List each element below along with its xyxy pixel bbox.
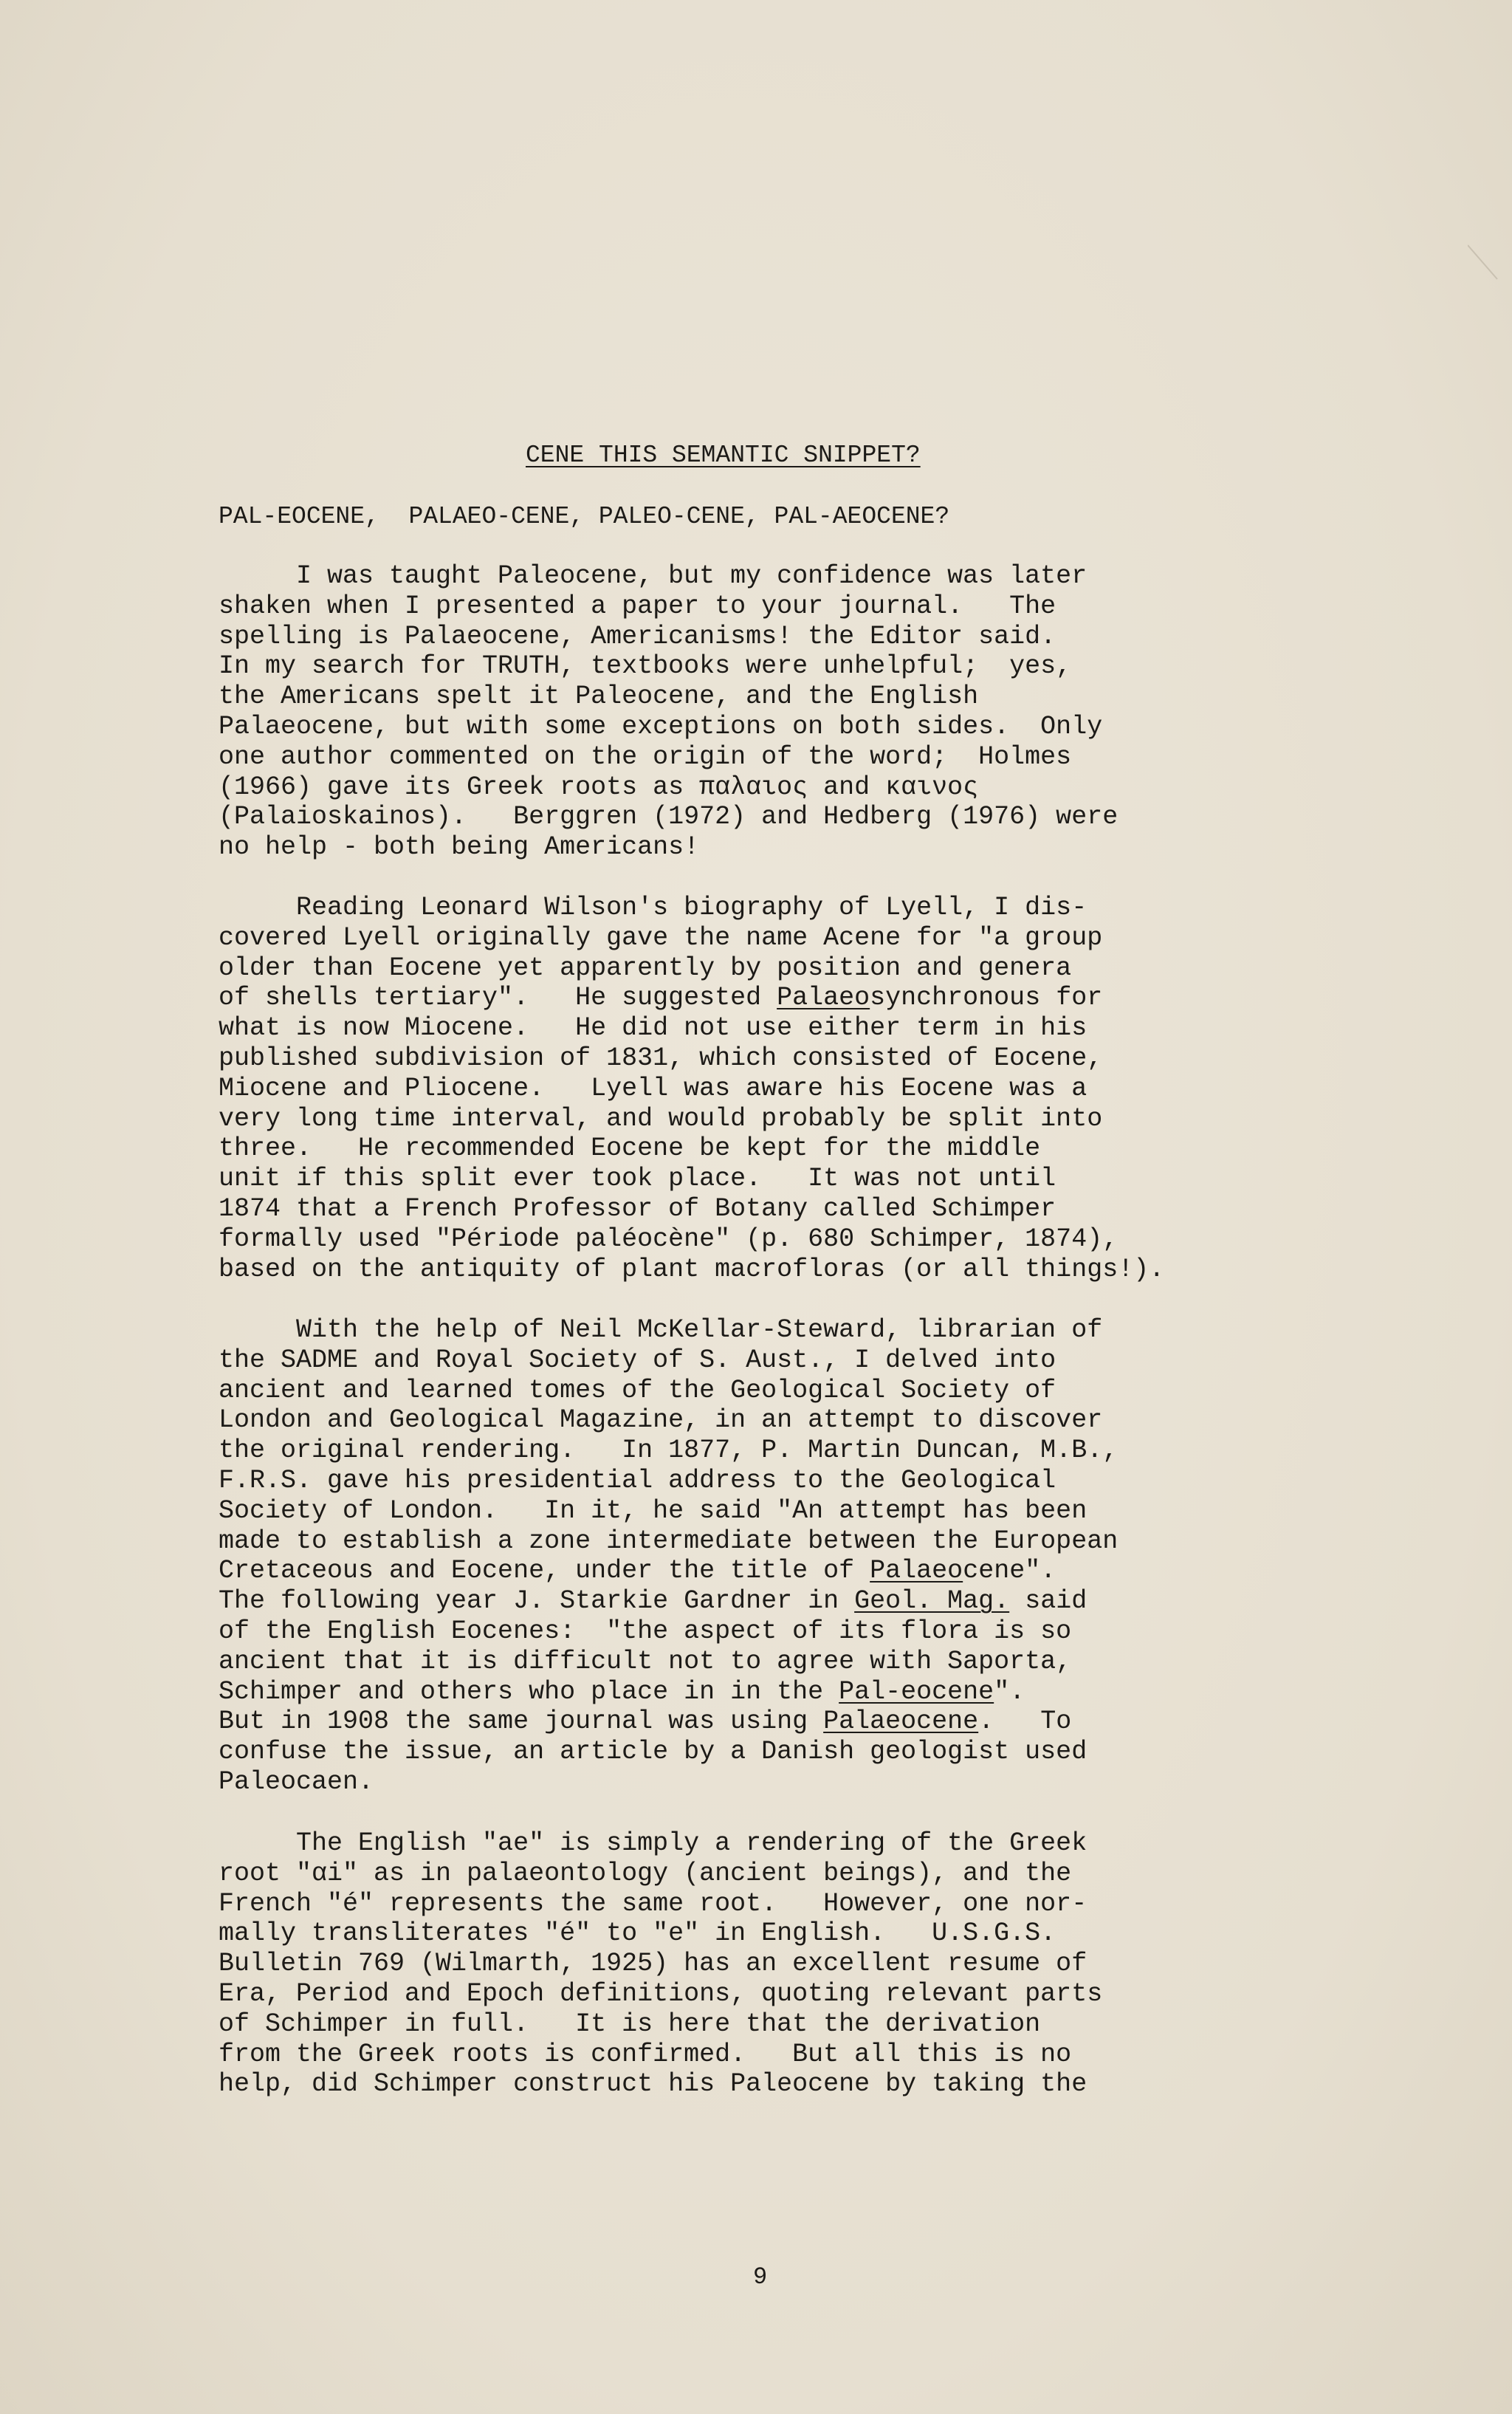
text-line [219,1496,1474,1526]
text-line [219,1737,1474,1767]
line-text: formally used "Période paléocène" (p. 680 Schimper, 1874), [219,1224,1118,1254]
line-text: made to establish a zone intermediate between the European [219,1526,1118,1556]
text-line [219,1828,1474,1859]
paragraph-3 [219,1315,1474,1797]
line-text: (1966) gave its Greek roots as παλαιος and καινος [219,772,979,802]
text-line [219,1647,1474,1677]
text-line [219,1194,1474,1224]
line-text: London and Geological Magazine, in an attempt to discover [219,1405,1103,1436]
paper-scratch-mark [1468,244,1512,303]
line-text: Cretaceous and Eocene, under the title of [219,1556,870,1586]
line-text: three. He recommended Eocene be kept for the middle [219,1134,1041,1164]
line-text: based on the antiquity of plant macrofloras (or all things!). [219,1254,1165,1284]
line-text: mally transliterates "é" to "e" in English. U.S.G.S. [219,1918,1056,1949]
article-title: CENE THIS SEMANTIC SNIPPET? [526,442,921,469]
line-text: Society of London. In it, he said "An attempt has been [219,1495,1087,1526]
text-line [219,561,1474,592]
line-text: 1874 that a French Professor of Botany called Schimper [219,1193,1056,1224]
line-text: unit if this split ever took place. It was not until [219,1164,1056,1194]
line-text: ancient that it is difficult not to agree with Saporta, [219,1646,1072,1676]
line-text: Bulletin 769 (Wilmarth, 1925) has an excellent resume of [219,1949,1087,1979]
line-text: no help - both being Americans! [219,832,700,863]
line-text: But in 1908 the same journal was using [219,1707,824,1737]
text-line [219,2009,1474,2040]
article-subtitle: PAL-EOCENE, PALAEO-CENE, PALEO-CENE, PAL-AEOCENE? [219,503,950,530]
underlined-term: Geol. Mag. [854,1586,1010,1616]
line-text: F.R.S. gave his presidential address to the Geological [219,1465,1056,1495]
text-line [219,651,1474,682]
line-text: Reading Leonard Wilson's biography of Lyell, I dis- [219,893,1087,922]
line-text: older than Eocene yet apparently by position and genera [219,953,1072,983]
page-number: 9 [753,2263,768,2291]
text-line [219,1104,1474,1134]
text-line [219,802,1474,832]
text-line [219,622,1474,652]
text-line [219,742,1474,772]
text-line [219,1224,1474,1255]
text-line [219,1556,1474,1586]
paragraph-2 [219,893,1474,1284]
line-text: With the help of Neil McKellar-Steward, librarian of [219,1315,1103,1345]
text-line [219,1677,1474,1707]
text-line [219,1707,1474,1737]
underlined-term: Pal-eocene [839,1676,994,1707]
line-text: covered Lyell originally gave the name Acene for "a group [219,922,1103,953]
text-line [219,1616,1474,1647]
line-text: confuse the issue, an article by a Danish geologist used [219,1737,1087,1767]
line-text: of shells tertiary". He suggested [219,983,777,1013]
line-text: the original rendering. In 1877, P. Martin Duncan, M.B., [219,1436,1118,1466]
line-text: Palaeocene, but with some exceptions on both sides. Only [219,711,1103,741]
line-text: of Schimper in full. It is here that the derivation [219,2009,1041,2039]
text-line [219,1859,1474,1889]
line-text: The English "ae" is simply a rendering of the Greek [219,1828,1087,1858]
line-text-after: . To [978,1707,1072,1737]
line-text: Paleocaen. [219,1766,374,1797]
line-text: of the English Eocenes: "the aspect of its flora is so [219,1616,1072,1646]
text-line [219,1436,1474,1466]
line-text-after: synchronous for [870,983,1103,1013]
text-line [219,1979,1474,2009]
line-text: published subdivision of 1831, which consisted of Eocene, [219,1043,1103,1073]
line-text: ancient and learned tomes of the Geological Society of [219,1375,1056,1405]
paragraph-4 [219,1828,1474,2099]
line-text: French "é" represents the same root. However, one nor- [219,1888,1087,1918]
underlined-term: Palaeo [777,983,870,1013]
text-line [219,1767,1474,1797]
text-line [219,923,1474,953]
line-text: one author commented on the origin of the word; Holmes [219,741,1072,772]
text-line [219,1074,1474,1104]
text-line [219,682,1474,712]
underlined-term: Palaeo [870,1556,963,1586]
text-line [219,893,1474,923]
text-line [219,1164,1474,1194]
text-line [219,1918,1474,1949]
text-line [219,1255,1474,1285]
text-line [219,1526,1474,1557]
text-line [219,1889,1474,1919]
line-text: In my search for TRUTH, textbooks were unhelpful; yes, [219,651,1072,682]
text-line [219,832,1474,863]
line-text: what is now Miocene. He did not use either term in his [219,1013,1087,1043]
text-line [219,772,1474,803]
text-line [219,1043,1474,1074]
line-text: the Americans spelt it Paleocene, and the English [219,682,979,712]
text-line [219,983,1474,1013]
line-text: very long time interval, and would probably be split into [219,1103,1103,1134]
line-text: root "αi" as in palaeontology (ancient beings), and the [219,1858,1072,1888]
text-line [219,2069,1474,2099]
line-text-after: ". [994,1676,1025,1707]
text-line [219,1013,1474,1043]
text-line [219,1949,1474,1979]
line-text: the SADME and Royal Society of S. Aust., I delved into [219,1345,1056,1375]
line-text: shaken when I presented a paper to your journal. The [219,591,1056,621]
text-line [219,1466,1474,1496]
line-text: help, did Schimper construct his Paleocene by taking the [219,2069,1087,2099]
line-text: I was taught Paleocene, but my confidence was later [219,561,1087,591]
text-line [219,1586,1474,1616]
text-line [219,1345,1474,1376]
text-line [219,712,1474,742]
text-line [219,1315,1474,1345]
line-text-after: cene". [963,1556,1056,1586]
line-text: Era, Period and Epoch definitions, quoting relevant parts [219,1978,1103,2009]
line-text: Schimper and others who place in in the [219,1676,839,1707]
line-text: The following year J. Starkie Gardner in [219,1586,855,1616]
line-text: from the Greek roots is confirmed. But all this is no [219,2039,1072,2069]
text-line [219,953,1474,984]
line-text: spelling is Palaeocene, Americanisms! the Editor said. [219,621,1056,651]
text-line [219,1134,1474,1164]
underlined-term: Palaeocene [823,1707,979,1737]
paragraph-1 [219,561,1474,863]
text-line [219,592,1474,622]
line-text-after: said [1009,1586,1087,1616]
text-line [219,1405,1474,1436]
text-line [219,2040,1474,2070]
line-text: Miocene and Pliocene. Lyell was aware his Eocene was a [219,1073,1087,1103]
line-text: (Palaioskainos). Berggren (1972) and Hedberg (1976) were [219,802,1118,832]
text-line [219,1376,1474,1406]
